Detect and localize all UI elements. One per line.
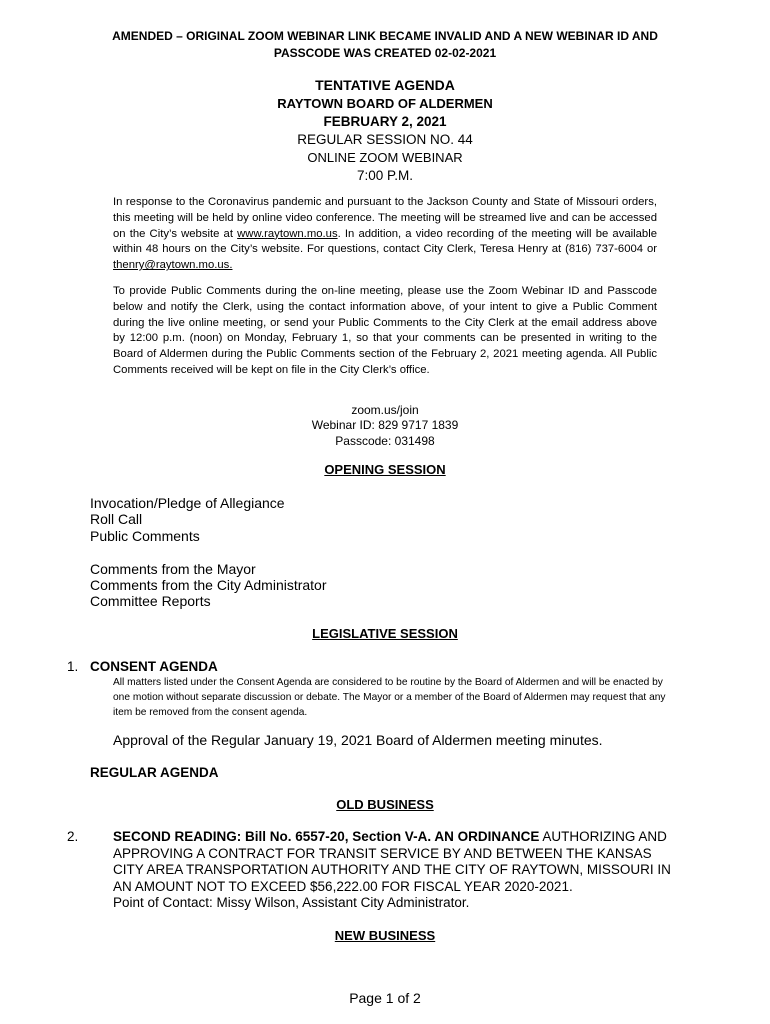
point-of-contact: Point of Contact: Missy Wilson, Assistant City Administrator. [113, 895, 470, 910]
opening-item: Public Comments [90, 528, 200, 544]
webinar-passcode: Passcode: 031498 [335, 434, 435, 448]
consent-agenda-title: CONSENT AGENDA [90, 659, 218, 674]
new-business-heading: NEW BUSINESS [334, 928, 436, 943]
ordinance-item [113, 829, 683, 912]
legislative-session-heading: LEGISLATIVE SESSION [312, 626, 458, 641]
public-comments-paragraph: To provide Public Comments during the on-line meeting, please use the Zoom Webinar ID and Passcode below and notify the Clerk, using the contact information above, of your intent to give a Public Comment during the live online meeting, or send your Public Comments to the City Clerk at the email address above by 12:00 p.m. (noon) on Monday, February 1, so that your comments can be presented in writing to the Board of Aldermen during the Public Comments section of the February 2, 2021 meeting agenda. All Public Comments received will be kept on file in the City Clerk’s office. [113, 285, 657, 376]
zoom-url: zoom.us/join [351, 403, 419, 417]
page-number: Page 1 of 2 [349, 990, 421, 1006]
approval-minutes: Approval of the Regular January 19, 2021 Board of Aldermen meeting minutes. [113, 732, 603, 748]
regular-agenda-heading: REGULAR AGENDA [90, 765, 219, 780]
opening-item: Roll Call [90, 511, 143, 527]
opening-item: Comments from the Mayor [90, 561, 256, 577]
opening-item: Committee Reports [90, 593, 211, 609]
agenda-title: TENTATIVE AGENDA [315, 77, 455, 93]
item-number: 2. [67, 829, 79, 844]
email-link[interactable]: thenry@raytown.mo.us. [113, 259, 233, 272]
meeting-time: 7:00 P.M. [356, 168, 414, 183]
consent-agenda-description: All matters listed under the Consent Agenda are considered to be routine by the Board of Aldermen and will be enacted by one motion without separate discussion or debate. The Mayor or a member of the Board of Aldermen may request that any item be removed from the consent agenda. [113, 677, 666, 718]
intro-text-2: . In addition, a video recording of the meeting will be available within 48 hours on the City’s website. For questions, contact City Clerk, Teresa Henry at (816) 737-6004 or [113, 227, 658, 256]
opening-session-heading: OPENING SESSION [324, 462, 446, 477]
opening-item: Invocation/Pledge of Allegiance [90, 495, 285, 511]
webinar-id: Webinar ID: 829 9717 1839 [311, 418, 459, 432]
old-business-heading: OLD BUSINESS [336, 797, 434, 812]
ordinance-title: SECOND READING: Bill No. 6557-20, Section V-A. AN ORDINANCE [113, 829, 540, 844]
intro-text-1: In response to the Coronavirus pandemic and pursuant to the Jackson County and State of Missouri orders, this meeting will be held by online video conference. The meeting will be streamed live and can be accessed on the City’s website at [113, 196, 657, 240]
ordinance-text: AUTHORIZING AND APPROVING A CONTRACT FOR TRANSIT SERVICE BY AND BETWEEN THE KANSAS CITY AREA TRANSPORTATION AUTHORITY AND THE CITY OF RAYTOWN, MISSOURI IN AN AMOUNT NOT TO EXCEED $56,222.00 FOR FISCAL YEAR 2020-2021. [113, 829, 671, 894]
meeting-date: FEBRUARY 2, 2021 [323, 114, 447, 129]
meeting-format: ONLINE ZOOM WEBINAR [307, 150, 463, 165]
opening-item: Comments from the City Administrator [90, 577, 327, 593]
session-number: REGULAR SESSION NO. 44 [297, 132, 473, 147]
amended-notice: AMENDED – ORIGINAL ZOOM WEBINAR LINK BECAME INVALID AND A NEW WEBINAR ID AND PASSCODE WAS CREATED 02-02-2021 [112, 29, 658, 60]
board-name: RAYTOWN BOARD OF ALDERMEN [277, 96, 493, 111]
item-number: 1. [67, 659, 79, 674]
website-link[interactable]: www.raytown.mo.us [237, 227, 338, 240]
intro-paragraph [113, 195, 657, 274]
